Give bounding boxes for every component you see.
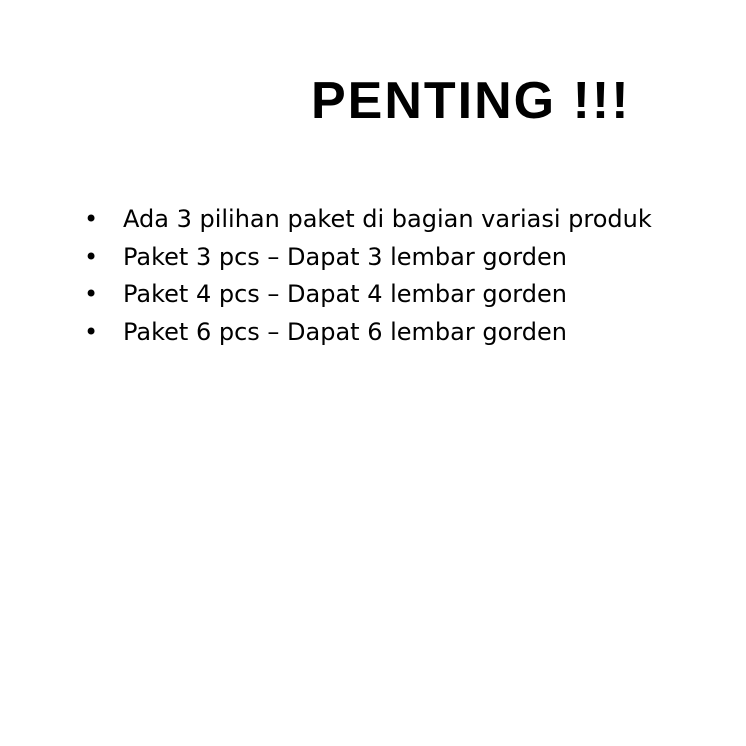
list-item bbox=[84, 239, 652, 277]
bullet-list bbox=[84, 201, 652, 351]
list-item-text: Paket 3 pcs – Dapat 3 lembar gorden bbox=[123, 242, 567, 271]
list-item-text: Paket 4 pcs – Dapat 4 lembar gorden bbox=[123, 280, 567, 308]
bullet-icon: • bbox=[84, 317, 99, 346]
list-item bbox=[84, 314, 652, 352]
list-item-text: Ada 3 pilihan paket di bagian variasi produk bbox=[123, 205, 652, 233]
page-title: PENTING !!! bbox=[311, 72, 631, 130]
bullet-icon: • bbox=[84, 242, 99, 271]
list-item-text: Paket 6 pcs – Dapat 6 lembar gorden bbox=[123, 317, 567, 346]
list-item bbox=[84, 201, 652, 239]
list-item bbox=[84, 276, 652, 314]
bullet-icon: • bbox=[84, 280, 99, 308]
bullet-icon: • bbox=[84, 205, 99, 233]
